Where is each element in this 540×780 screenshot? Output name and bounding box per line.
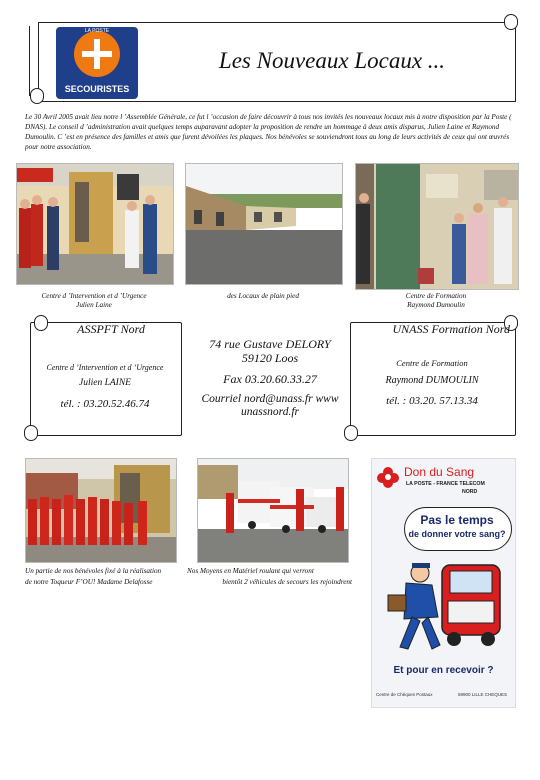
caption-photo1-line1: Centre d ’Intervention et d ’Urgence xyxy=(41,292,147,300)
poster-illustration xyxy=(382,555,508,657)
poster-footer-right: 59900 LILLE CHEQUES xyxy=(458,692,508,697)
caption-photo5-line1: Nos Moyens en Matériel roulant qui verront xyxy=(187,567,314,575)
email-line2: unassnord.fr xyxy=(240,406,300,418)
blood-drop-flower-icon xyxy=(376,465,400,491)
intro-paragraph: Le 30 Avril 2005 avait lieu notre l ’Assemblée Générale, ce fut l ’occasion de faire découvrir à tous nos invités les nouveaux locaux mis à notre disposition par la Poste ( DNAS). Le conseil d ’administration avait quelques temps auparavant adopter la proposition de rendre un hommage à deux amis disparus, Julien Laine et Raymond Dumoulin. C ’est en présence des familles et amis que furent dévoilées les plaques. Nos bénévoles se souviendront tous au long de leurs activités de ceux qui ont œuvrés pour notre association. xyxy=(25,113,512,151)
asspft-phone: tél. : 03.20.52.46.74 xyxy=(60,398,150,410)
asspft-julien-laine: Julien LAINE xyxy=(79,378,131,388)
banner-curl-right xyxy=(504,14,518,30)
logo-bottom-text: SECOURISTES xyxy=(64,84,130,94)
poster-footer-left: Centre de Chèques Postaux xyxy=(376,692,433,697)
banner-left-edge xyxy=(29,26,40,96)
caption-photo3-line1: Centre de Formation xyxy=(405,292,467,300)
asspft-box-curl-bottom xyxy=(24,425,38,441)
photo-centre-intervention xyxy=(16,163,174,285)
unass-box-curl-bottom xyxy=(344,425,358,441)
unass-centre: Centre de Formation xyxy=(396,358,468,368)
poster-subtitle-2: NORD xyxy=(462,489,478,495)
caption-photo4-line2: de notre Toqueur F’OU! Madame Delafosse xyxy=(25,578,153,586)
caption-photo1-line2: Julien Laine xyxy=(76,301,112,309)
bubble-line1: Pas le temps xyxy=(420,513,494,527)
email-line1: Courriel nord@unass.fr www xyxy=(201,393,339,405)
unass-raymond-dumoulin: Raymond DUMOULIN xyxy=(385,375,479,386)
address-line2: 59120 Loos xyxy=(241,351,299,365)
unass-phone: tél. : 03.20. 57.13.34 xyxy=(386,395,478,407)
photo-locaux xyxy=(185,163,343,285)
don-du-sang-poster xyxy=(371,458,516,708)
bubble-line2: de donner votre sang? xyxy=(408,529,506,539)
photo-centre-formation-art xyxy=(356,164,518,289)
poster-bottom-text: Et pour en recevoir ? xyxy=(393,665,494,676)
photo-centre-intervention-art xyxy=(17,164,173,284)
secouristes-logo xyxy=(56,27,138,99)
poster-subtitle-1: LA POSTE - FRANCE TELECOM xyxy=(406,481,485,487)
caption-photo2: des Locaux de plain pied xyxy=(227,292,299,300)
asspft-centre: Centre d ’Intervention et d ’Urgence xyxy=(46,363,164,372)
photo-centre-formation xyxy=(355,163,519,290)
caption-photo4-line1: Un partie de nos bénévoles fixé à la réalisation xyxy=(25,567,162,575)
page-title: Les Nouveaux Locaux ... xyxy=(218,48,446,73)
address-line1: 74 rue Gustave DELORY xyxy=(209,337,331,351)
photo-benevoles-art xyxy=(26,459,176,562)
logo-cross-h xyxy=(82,51,112,57)
logo-top-text: LA POSTE xyxy=(84,28,110,34)
caption-photo5-line2: bientôt 2 véhicules de secours les rejoindrent xyxy=(222,578,352,586)
photo-vehicules-art xyxy=(198,459,348,562)
caption-photo3-line2: Raymond Dumoulin xyxy=(407,301,465,309)
photo-benevoles xyxy=(25,458,177,563)
photo-locaux-art xyxy=(186,164,342,284)
fax-number: Fax 03.20.60.33.27 xyxy=(223,372,317,386)
photo-vehicules xyxy=(197,458,349,563)
poster-title: Don du Sang xyxy=(404,465,475,479)
unass-title: UNASS Formation Nord xyxy=(392,322,510,336)
asspft-title: ASSPFT Nord xyxy=(77,322,145,336)
